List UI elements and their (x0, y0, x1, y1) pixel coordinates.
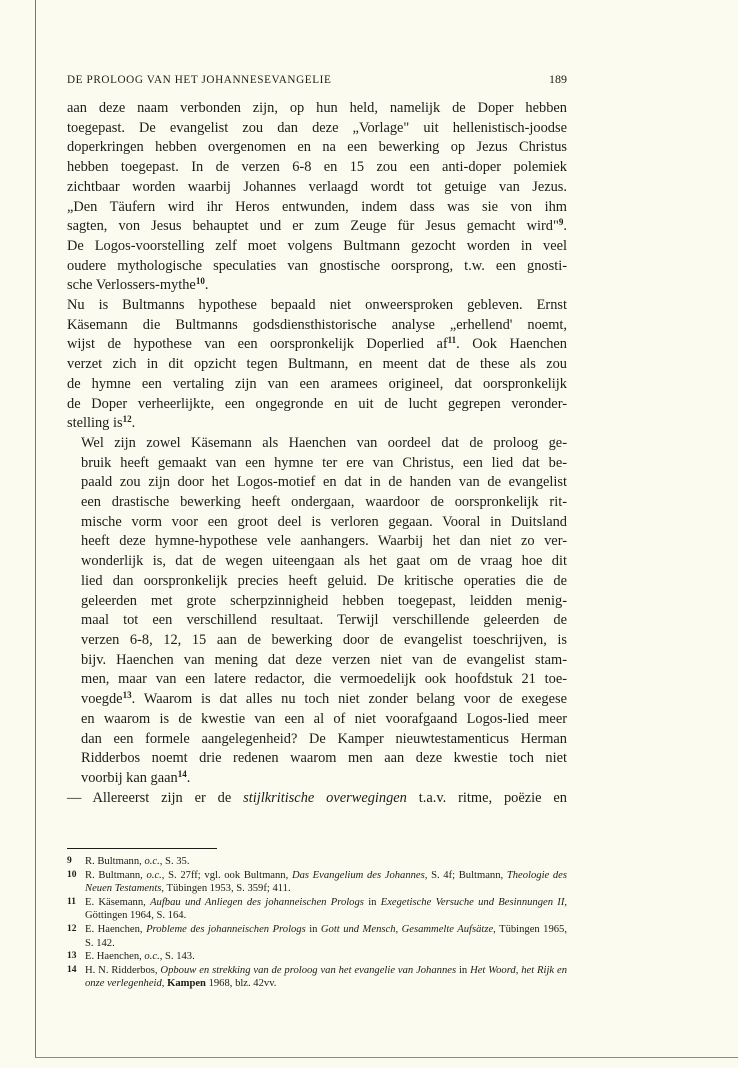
text-run: sche Verlossers-mythe (67, 277, 196, 294)
footnote-italic: o.c. (144, 951, 160, 963)
footnote-11 (67, 896, 567, 923)
page-number: 189 (549, 72, 567, 86)
text-run: t.a.v. ritme, poëzie en (418, 789, 567, 806)
text-line: dan een formele aangelegenheid? De Kamper nieuwtestamenticus Herman (81, 730, 567, 747)
text-run: voegde (81, 691, 123, 708)
footnote-run: E. Haenchen, (85, 923, 147, 935)
text-line: wonderlijk is, dat de wegen uiteengaan als het gaat om de vraag hoe dit (81, 553, 567, 570)
text-run: . Ook Haenchen (456, 336, 567, 353)
text-line: paald zou zijn door het Logos-motief en dat in de handen van de evangelist (81, 474, 567, 491)
footnote-number: 9 (67, 856, 72, 866)
text-line: geleerden met grote scherpzinnigheid hebben toegepast, leidden menig- (81, 592, 567, 609)
footnote-run: , S. 4f; Bultmann, (424, 869, 507, 881)
text-line: maal tot een verschillend resultaat. Terwijl verschillende geleerden de (81, 612, 567, 629)
body-text (67, 99, 567, 808)
text-run: wijst de hypothese van een oorspronkelijk Doperlied af (67, 336, 448, 353)
text-line (67, 690, 567, 710)
text-line: verzen 6-8, 12, 15 aan de bewerking door de evangelist toeschrijven, is (81, 631, 567, 648)
scan-edge-left (35, 0, 36, 1058)
footnote-italic: Probleme des johanneischen Prologs (146, 923, 306, 935)
footnote-ref-9: 9 (558, 217, 564, 228)
footnote-12 (67, 923, 567, 950)
footnote-run: H. N. Ridderbos, (85, 964, 161, 976)
footnote-run: in (305, 923, 321, 935)
footnote-run: , Göttingen 1964, S. 164. (85, 896, 568, 922)
footnote-run: E. Haenchen, (85, 951, 145, 963)
footnote-run: R. Bultmann, (85, 856, 145, 867)
text-line (67, 276, 567, 296)
footnote-ref-13: 13 (122, 690, 132, 701)
footnote-text (85, 855, 567, 869)
scan-edge-bottom (35, 1057, 738, 1058)
text-line: doperkringen hebben overgenomen en na een bewerking op Jezus Christus (67, 139, 567, 156)
text-line: lied dan oorspronkelijk precies heeft geluid. De kritische operaties die de (81, 572, 567, 589)
footnote-italic: Opbouw en strekking van de proloog van het evangelie van Johannes (160, 964, 457, 976)
footnotes (67, 855, 567, 991)
footnote-number: 11 (67, 896, 76, 907)
footnote-run: 1968, blz. 42vv. (205, 978, 277, 990)
text-line: hebben toegepast. In de verzen 6-8 en 15 zou een anti-doper polemiek (67, 159, 567, 176)
text-run: — Allereerst zijn er de (67, 789, 232, 806)
footnote-number: 13 (67, 951, 77, 962)
footnote-run: , Tübingen 1953, S. 359f; 411. (161, 883, 291, 895)
footnote-ref-11: 11 (447, 335, 457, 346)
period: . (131, 415, 136, 432)
footnote-number: 12 (67, 923, 77, 934)
text-line: Käsemann die Bultmanns godsdiensthistorische analyse „erhellend' noemt, (67, 316, 567, 333)
text-line: verzet zich in dit opzicht tegen Bultmann, en meent dat de these als zou (67, 356, 567, 373)
text-line: men, maar van een latere redactor, die vermoedelijk ook hoofdstuk 21 toe- (81, 671, 567, 688)
paragraph-1 (67, 99, 567, 296)
text-line: toegepast. De evangelist zou dan deze „Vorlage" uit hellenistisch-joodse (67, 119, 567, 136)
footnote-italic: Aufbau und Anliegen des johanneischen Prologs (150, 896, 364, 908)
running-header (67, 72, 567, 87)
footnote-rule (67, 848, 217, 849)
text-line: de Doper verheerlijkte, een ongegronde en uit de lucht gegrepen veronder- (67, 395, 567, 412)
footnote-run: , S. 27ff; vgl. ook Bultmann, (161, 869, 292, 881)
text-run: sagten, von Jesus behauptet und er zum Zeuge für Jesus gemacht wird" (67, 218, 559, 235)
text-line (67, 217, 567, 237)
text-line (67, 789, 567, 809)
footnote-number: 14 (67, 964, 77, 975)
footnote-italic: Het Woord, het Rijk en onze verlegenheid (85, 964, 567, 990)
text-line (67, 335, 567, 355)
footnote-text (85, 950, 567, 964)
text-run: . Waarom is dat alles nu toch niet zonder belang voor de exegese (131, 691, 567, 708)
footnote-run: E. Käsemann, (85, 896, 151, 908)
running-title: DE PROLOOG VAN HET JOHANNESEVANGELIE (67, 74, 332, 86)
text-run: voorbij kan gaan (81, 769, 178, 786)
footnote-run: in (363, 896, 381, 908)
footnote-italic: o.c. (144, 856, 160, 867)
footnote-ref-10: 10 (195, 276, 205, 287)
paragraph-4 (67, 789, 567, 809)
footnote-text (85, 896, 567, 923)
paragraph-3 (67, 434, 567, 789)
footnote-text (85, 964, 567, 991)
footnote-text (85, 923, 567, 950)
footnote-ref-14: 14 (177, 768, 187, 779)
text-line (67, 769, 567, 789)
footnote-run: Kampen (167, 978, 206, 990)
text-line: mische vorm voor een groot deel is verloren gegaan. Vooral in Duitsland (81, 513, 567, 530)
text-line: de hymne een vertaling zijn van een aramees origineel, dat oorspronkelijk (67, 375, 567, 392)
footnote-text (85, 869, 567, 896)
footnote-run: R. Bultmann, (85, 869, 147, 881)
text-line: bruik heeft gemaakt van een hymne ter ere van Christus, een lied dat be- (81, 454, 567, 471)
period: . (186, 769, 191, 786)
italic-term: stijlkritische overwegingen (243, 789, 407, 806)
text-line: Nu is Bultmanns hypothese bepaald niet onweersproken gebleven. Ernst (67, 297, 567, 314)
footnote-number: 10 (67, 869, 77, 880)
footnote-9 (67, 855, 567, 869)
footnote-10 (67, 869, 567, 896)
text-line: Wel zijn zowel Käsemann als Haenchen van oordeel dat de proloog ge- (81, 434, 567, 451)
text-line: oudere mythologische speculaties van gnostische oorsprong, t.w. een gnosti- (67, 257, 567, 274)
footnote-run: , (161, 978, 168, 990)
period: . (204, 277, 209, 294)
text-line: Ridderbos noemt drie redenen waarom men aan deze kwestie toch niet (81, 750, 567, 767)
footnote-italic: o.c. (146, 869, 162, 881)
text-line: en waarom is de kwestie van een al of niet voorafgaand Logos-lied meer (81, 710, 567, 727)
text-line (67, 414, 567, 434)
footnote-13 (67, 950, 567, 964)
text-line: een drastische bewerking heeft ondergaan, waardoor de oorspronkelijk rit- (81, 494, 567, 511)
text-line: De Logos-voorstelling zelf moet volgens Bultmann gezocht worden in veel (67, 237, 567, 254)
paragraph-2 (67, 296, 567, 434)
text-line: bijv. Haenchen van mening dat deze verzen niet van de evangelist stam- (81, 651, 567, 668)
text-line: aan deze naam verbonden zijn, op hun held, namelijk de Doper hebben (67, 100, 567, 116)
footnote-run: , S. 35. (159, 856, 190, 867)
footnote-italic: Theologie des Neuen Testaments (85, 869, 568, 895)
footnote-run: , S. 143. (159, 951, 195, 963)
text-line: heeft deze hymne-hypothese vele aanhangers. Waarbij het dan niet zo ver- (81, 533, 567, 550)
footnote-14 (67, 964, 567, 991)
footnote-run: , Tübingen 1965, S. 142. (85, 923, 567, 949)
footnote-italic: Gott und Mensch, Gesammelte Aufsätze (320, 923, 494, 935)
footnote-italic: Das Evangelium des Johannes (291, 869, 425, 881)
period: . (563, 218, 567, 235)
footnote-ref-12: 12 (122, 414, 132, 425)
footnote-run: in (456, 964, 471, 976)
text-run: stelling is (67, 415, 123, 432)
footnote-italic: Exegetische Versuche und Besinnungen II (380, 896, 565, 908)
text-line: „Den Täufern wird ihr Heros entwunden, indem dass was sie von ihm (67, 198, 567, 215)
text-line: zichtbaar worden waarbij Johannes verlaagd wordt tot getuige van Jezus. (67, 178, 567, 195)
